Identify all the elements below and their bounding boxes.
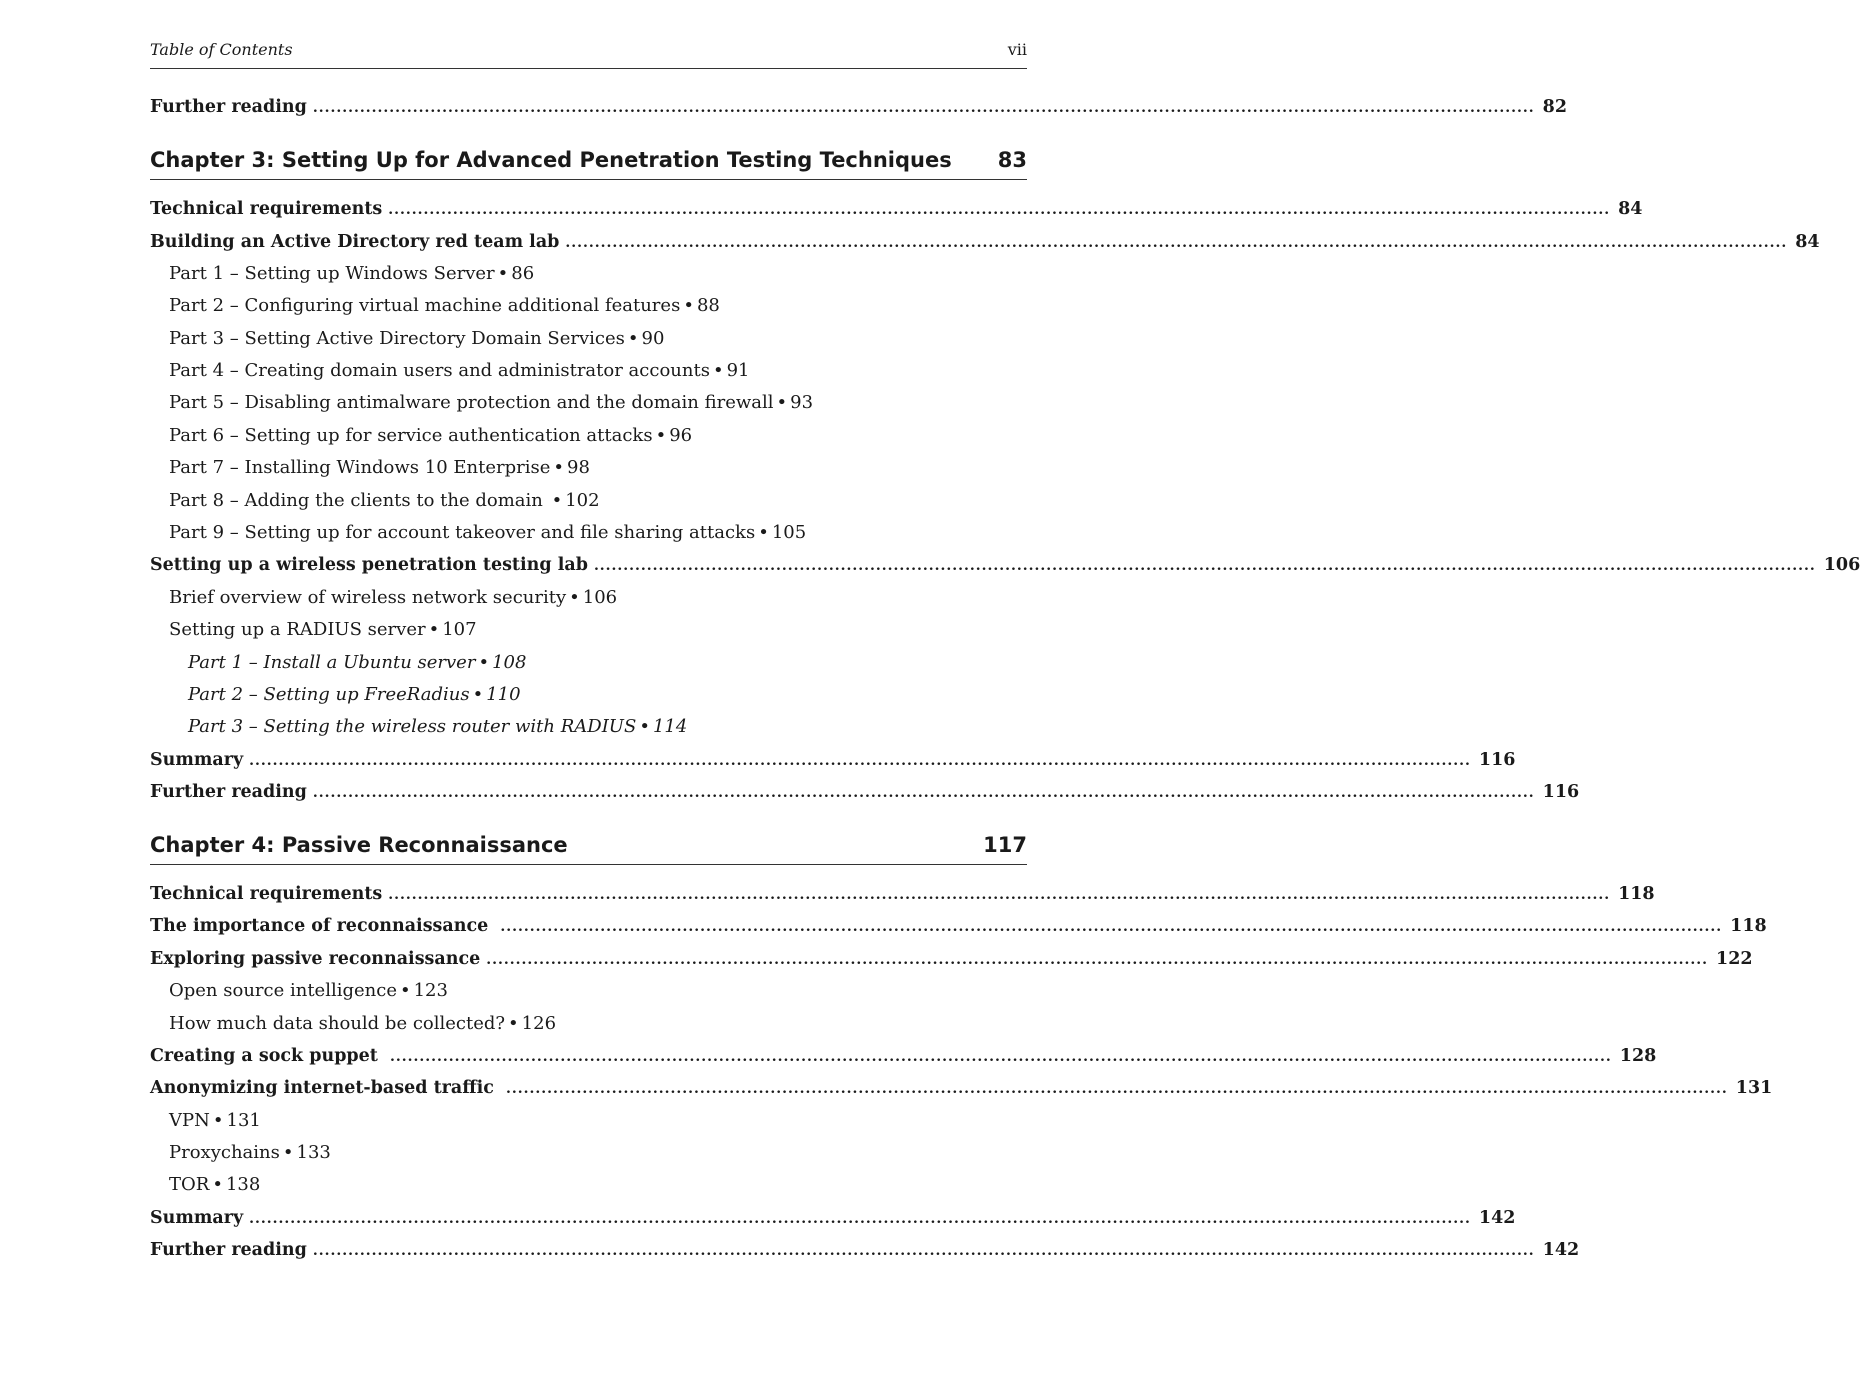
bullet: • — [569, 587, 580, 608]
toc-subentry[interactable] — [169, 1011, 1027, 1037]
toc-entry[interactable] — [150, 552, 1860, 578]
entry-page: 90 — [641, 328, 665, 349]
entry-page: 110 — [486, 684, 521, 705]
entry-page: 98 — [567, 457, 590, 478]
dot-leader: ................................................................................................................................................................................................................ — [249, 753, 1471, 769]
entry-label: Part 7 – Installing Windows 10 Enterprise — [169, 457, 551, 478]
entry-label: Open source intelligence — [169, 980, 397, 1001]
entry-page: 108 — [492, 652, 527, 673]
entry-label: Creating a sock puppet — [150, 1046, 384, 1066]
toc-entry[interactable] — [150, 229, 1820, 255]
entry-page: 93 — [790, 392, 814, 413]
bullet: • — [508, 1013, 519, 1034]
entry-label: Part 8 – Adding the clients to the domain — [169, 490, 549, 511]
toc-subentry[interactable] — [169, 520, 1027, 546]
entry-page: 86 — [511, 263, 535, 284]
toc-subentry[interactable] — [169, 585, 1027, 611]
entry-label: Part 1 – Install a Ubuntu server — [188, 652, 476, 673]
toc-subsubentry[interactable] — [188, 714, 1027, 740]
dot-leader: ................................................................................................................................................................................................................ — [565, 235, 1788, 251]
entry-label: The importance of reconnaissance — [150, 916, 495, 936]
entry-page: 126 — [521, 1013, 557, 1034]
toc-subsubentry[interactable] — [188, 650, 1027, 676]
entry-page: 105 — [771, 522, 807, 543]
entry-page: 106 — [582, 587, 618, 608]
dot-leader: ................................................................................................................................................................................................................ — [249, 1211, 1471, 1227]
chapter-3-heading[interactable] — [150, 144, 1027, 180]
bullet: • — [282, 1142, 294, 1163]
entry-label: Further reading — [150, 97, 307, 117]
dot-leader: ................................................................................................................................................................................................................ — [389, 1049, 1612, 1065]
bullet: • — [639, 716, 650, 737]
entry-page: 142 — [1542, 1240, 1580, 1260]
dot-leader: ................................................................................................................................................................................................................ — [486, 952, 1709, 968]
entry-page: 118 — [1618, 884, 1655, 904]
toc-entry[interactable] — [150, 913, 1767, 939]
entry-page: 131 — [1735, 1078, 1773, 1098]
toc-entry[interactable] — [150, 881, 1655, 907]
entry-page: 138 — [225, 1174, 261, 1195]
bullet: • — [776, 392, 788, 413]
bullet: • — [712, 360, 724, 381]
header-title: Table of Contents — [150, 40, 293, 59]
chapter-page: 117 — [983, 833, 1027, 857]
entry-label: Building an Active Directory red team lab — [150, 232, 560, 252]
entry-label: Part 3 – Setting the wireless router with RADIUS — [188, 716, 637, 737]
toc-entry[interactable] — [150, 1205, 1516, 1231]
toc-entry-further-reading-ch2[interactable] — [150, 94, 1568, 120]
bullet: • — [627, 328, 639, 349]
dot-leader: ................................................................................................................................................................................................................ — [500, 919, 1723, 935]
header-page-number: vii — [1007, 40, 1027, 59]
entry-page: 142 — [1478, 1208, 1516, 1228]
bullet: • — [655, 425, 667, 446]
bullet: • — [758, 522, 769, 543]
toc-subentry[interactable] — [169, 978, 1027, 1004]
entry-page: 82 — [1542, 97, 1568, 117]
chapter-4-heading[interactable] — [150, 829, 1027, 865]
entry-page: 118 — [1730, 916, 1767, 936]
entry-page: 88 — [696, 295, 720, 316]
entry-label: Part 4 – Creating domain users and administrator accounts — [169, 360, 710, 381]
toc-subentry[interactable] — [169, 423, 1027, 449]
toc-entry[interactable] — [150, 747, 1516, 773]
dot-leader: ................................................................................................................................................................................................................ — [593, 558, 1816, 574]
dot-leader: ................................................................................................................................................................................................................ — [312, 1243, 1535, 1259]
entry-page: 131 — [226, 1110, 261, 1131]
running-header — [150, 38, 1027, 69]
dot-leader: ................................................................................................................................................................................................................ — [388, 202, 1611, 218]
toc-subentry[interactable] — [169, 1140, 1027, 1166]
bullet: • — [497, 263, 509, 284]
entry-page: 116 — [1542, 782, 1580, 802]
entry-page: 91 — [726, 360, 750, 381]
bullet: • — [472, 684, 484, 705]
entry-page: 123 — [413, 980, 448, 1001]
entry-page: 114 — [652, 716, 688, 737]
toc-subentry[interactable] — [169, 390, 1027, 416]
entry-label: Setting up a RADIUS server — [169, 619, 426, 640]
entry-page: 128 — [1619, 1046, 1657, 1066]
bullet: • — [478, 652, 490, 673]
entry-page: 106 — [1823, 555, 1860, 575]
entry-label: Summary — [150, 1208, 244, 1228]
entry-page: 96 — [669, 425, 693, 446]
entry-label: Exploring passive reconnaissance — [150, 949, 481, 969]
toc-entry[interactable] — [150, 779, 1580, 805]
entry-label: Part 5 – Disabling antimalware protection and the domain firewall — [169, 392, 774, 413]
entry-label: Part 1 – Setting up Windows Server — [169, 263, 495, 284]
chapter-title: Chapter 3: Setting Up for Advanced Penetration Testing Techniques — [150, 148, 952, 172]
entry-label: Technical requirements — [150, 884, 383, 904]
toc-subentry[interactable] — [169, 326, 1027, 352]
dot-leader: ................................................................................................................................................................................................................ — [505, 1081, 1728, 1097]
toc-subentry[interactable] — [169, 1108, 1027, 1134]
toc-subentry[interactable] — [169, 617, 1027, 643]
toc-subsubentry[interactable] — [188, 682, 1027, 708]
entry-label: Further reading — [150, 1240, 307, 1260]
entry-page: 133 — [296, 1142, 331, 1163]
toc-subentry[interactable] — [169, 261, 1027, 287]
toc-subentry[interactable] — [169, 358, 1027, 384]
entry-label: Technical requirements — [150, 199, 383, 219]
toc-entry[interactable] — [150, 1043, 1657, 1069]
toc-entry[interactable] — [150, 1237, 1580, 1263]
dot-leader: ................................................................................................................................................................................................................ — [312, 785, 1535, 801]
toc-subentry[interactable] — [169, 1172, 1027, 1198]
bullet: • — [399, 980, 411, 1001]
entry-label: Anonymizing internet-based traffic — [150, 1078, 500, 1098]
entry-page: 84 — [1618, 199, 1643, 219]
entry-label: Brief overview of wireless network security — [169, 587, 567, 608]
entry-label: Part 2 – Configuring virtual machine additional features — [169, 295, 681, 316]
entry-label: Setting up a wireless penetration testing lab — [150, 555, 588, 575]
entry-page: 116 — [1478, 750, 1516, 770]
toc-entry[interactable] — [150, 196, 1643, 222]
chapter-page: 83 — [997, 148, 1027, 172]
toc-subentry[interactable] — [169, 293, 1027, 319]
bullet: • — [551, 490, 563, 511]
bullet: • — [428, 619, 440, 640]
entry-label: Proxychains — [169, 1142, 280, 1163]
dot-leader: ................................................................................................................................................................................................................ — [312, 100, 1535, 116]
bullet: • — [212, 1174, 223, 1195]
entry-label: How much data should be collected? — [169, 1013, 506, 1034]
toc-entry[interactable] — [150, 1075, 1773, 1101]
chapter-title: Chapter 4: Passive Reconnaissance — [150, 833, 568, 857]
bullet: • — [683, 295, 694, 316]
bullet: • — [212, 1110, 224, 1131]
toc-entry[interactable] — [150, 946, 1753, 972]
bullet: • — [553, 457, 565, 478]
entry-page: 107 — [442, 619, 477, 640]
entry-label: TOR — [169, 1174, 210, 1195]
entry-label: VPN — [169, 1110, 210, 1131]
entry-label: Further reading — [150, 782, 307, 802]
entry-label: Summary — [150, 750, 244, 770]
entry-label: Part 9 – Setting up for account takeover and file sharing attacks — [169, 522, 756, 543]
entry-label: Part 3 – Setting Active Directory Domain Services — [169, 328, 625, 349]
dot-leader: ................................................................................................................................................................................................................ — [388, 887, 1611, 903]
entry-label: Part 6 – Setting up for service authentication attacks — [169, 425, 653, 446]
entry-page: 102 — [565, 490, 600, 511]
toc-subentry[interactable] — [169, 488, 1027, 514]
entry-page: 84 — [1795, 232, 1820, 252]
entry-page: 122 — [1716, 949, 1753, 969]
entry-label: Part 2 – Setting up FreeRadius — [188, 684, 470, 705]
toc-subentry[interactable] — [169, 455, 1027, 481]
